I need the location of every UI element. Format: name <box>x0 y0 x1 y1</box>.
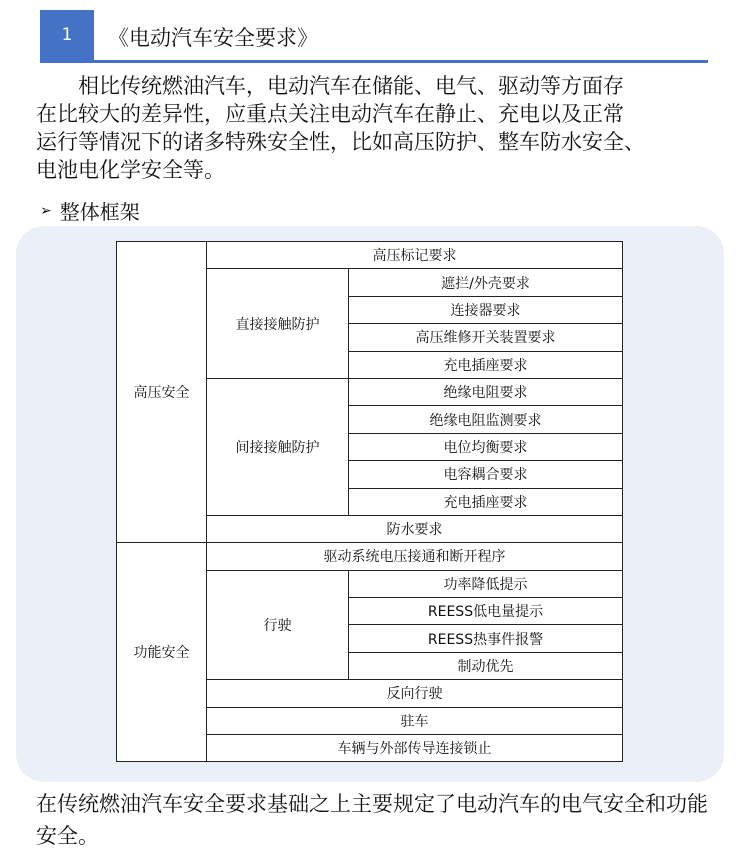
requirement-cell: 电位均衡要求 <box>349 433 623 460</box>
subcategory-cell: 直接接触防护 <box>207 269 349 379</box>
subcategory-cell: 间接接触防护 <box>207 378 349 515</box>
category-cell: 功能安全 <box>117 543 207 762</box>
requirement-cell: 高压标记要求 <box>207 242 623 269</box>
intro-line: 相比传统燃油汽车，电动汽车在储能、电气、驱动等方面存 <box>78 74 624 98</box>
requirement-cell: 驱动系统电压接通和断开程序 <box>207 543 623 570</box>
requirement-cell: 充电插座要求 <box>349 351 623 378</box>
requirement-cell: 功率降低提示 <box>349 570 623 597</box>
requirement-cell: 驻车 <box>207 707 623 734</box>
requirement-cell: 充电插座要求 <box>349 488 623 515</box>
subcategory-cell: 行驶 <box>207 570 349 680</box>
requirement-cell: 高压维修开关装置要求 <box>349 324 623 351</box>
conclusion-paragraph: 在传统燃油汽车安全要求基础之上主要规定了电动汽车的电气安全和功能安全。 <box>36 792 708 848</box>
requirement-cell: 绝缘电阻监测要求 <box>349 406 623 433</box>
requirement-cell: 连接器要求 <box>349 296 623 323</box>
requirement-cell: 制动优先 <box>349 652 623 679</box>
intro-line: 运行等情况下的诸多特殊安全性，比如高压防护、整车防水安全、 <box>36 130 645 154</box>
intro-paragraph <box>36 72 726 184</box>
requirement-cell: 反向行驶 <box>207 680 623 707</box>
requirement-cell: 绝缘电阻要求 <box>349 378 623 405</box>
intro-line: 在比较大的差异性，应重点关注电动汽车在静止、充电以及正常 <box>36 102 624 126</box>
arrow-bullet-icon: ➢ <box>40 202 52 219</box>
requirement-cell: REESS热事件报警 <box>349 625 623 652</box>
category-cell: 高压安全 <box>117 242 207 543</box>
requirement-cell: 电容耦合要求 <box>349 461 623 488</box>
requirement-cell: 遮拦/外壳要求 <box>349 269 623 296</box>
section-header <box>40 10 708 64</box>
intro-line: 电池电化学安全等。 <box>36 158 225 182</box>
requirement-cell: 车辆与外部传导连接锁止 <box>207 735 623 762</box>
subheading-text: 整体框架 <box>59 200 140 224</box>
section-number-badge: 1 <box>40 10 94 60</box>
section-title: 《电动汽车安全要求》 <box>108 26 318 50</box>
section-subheading <box>40 196 140 225</box>
requirement-cell: 防水要求 <box>207 515 623 542</box>
framework-table <box>116 241 623 762</box>
requirement-cell: REESS低电量提示 <box>349 598 623 625</box>
header-divider <box>40 60 708 63</box>
